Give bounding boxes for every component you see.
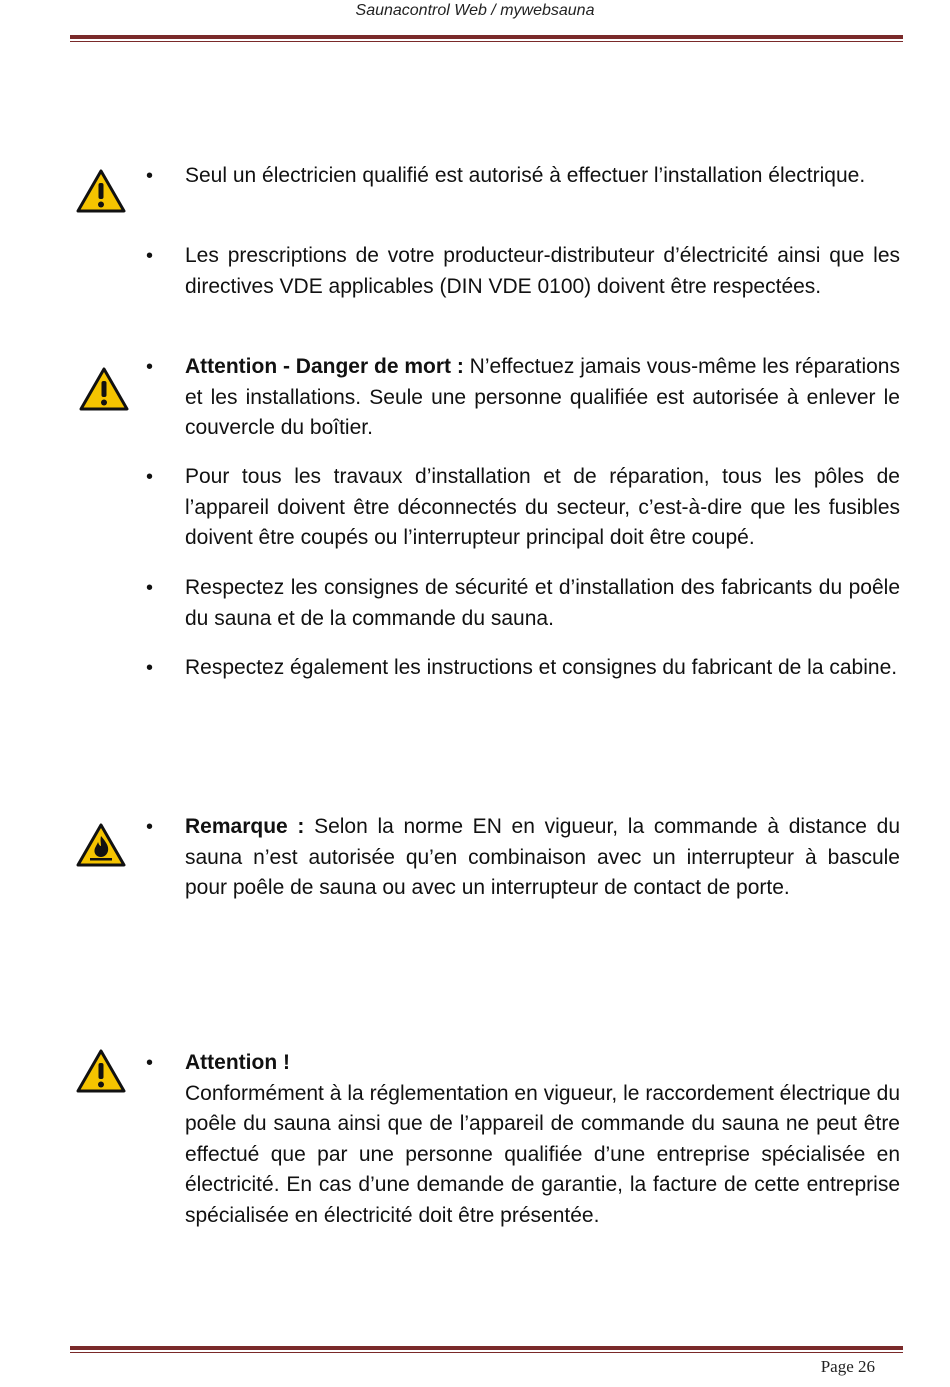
page-number: Page 26	[820, 1357, 875, 1376]
item-text: Selon la norme EN en vigueur, la commande à distance du sauna n’est autorisée qu’en combinaison avec un interrupteur à bascule pour poêle de sauna ou avec un interrupteur de contact de porte.	[185, 815, 901, 899]
bullet: •	[146, 356, 154, 378]
warning-triangle-icon	[75, 168, 127, 214]
item-lead: Attention !	[185, 1051, 290, 1074]
item-lead: Remarque :	[185, 815, 305, 838]
item-text: Seul un électricien qualifié est autorisé à effectuer l’installation électrique.	[185, 164, 866, 187]
list-item	[185, 352, 900, 444]
item-text: N’effectuez jamais vous-même les réparations et les installations. Seule une personne qualifiée est autorisée à enlever le couvercle du boîtier.	[185, 355, 900, 439]
item-text: Respectez également les instructions et consignes du fabricant de la cabine.	[185, 656, 898, 679]
header-rule	[70, 35, 903, 42]
flammable-triangle-icon	[75, 822, 127, 868]
item-text: Les prescriptions de votre producteur-distributeur d’électricité ainsi que les directives VDE applicables (DIN VDE 0100) doivent être respectées.	[185, 244, 900, 298]
bullet: •	[146, 1052, 154, 1074]
list-item	[185, 241, 900, 302]
bullet: •	[146, 657, 154, 679]
bullet: •	[146, 165, 154, 187]
footer-rule	[70, 1346, 903, 1353]
item-text: Pour tous les travaux d’installation et de réparation, tous les pôles de l’appareil doivent être déconnectés du secteur, c’est-à-dire que les fusibles doivent être coupés ou l’interrupteur principal doit être coupé.	[185, 465, 900, 549]
bullet: •	[146, 245, 154, 267]
item-text: Conformément à la réglementation en vigueur, le raccordement électrique du poêle du sauna ainsi que de l’appareil de commande du sauna ne peut être effectué que par une personne qualifiée d’une entreprise spécialisée en électricité. En cas d’une demande de garantie, la facture de cette entreprise spécialisée en électricité doit être présentée.	[185, 1081, 900, 1227]
list-item	[185, 161, 900, 192]
header-title: Saunacontrol Web / mywebsauna	[355, 2, 595, 19]
warning-triangle-icon	[78, 366, 130, 412]
list-item	[185, 1048, 900, 1231]
item-lead: Attention - Danger de mort :	[185, 355, 464, 378]
warning-triangle-icon	[75, 1048, 127, 1094]
list-item	[185, 573, 900, 634]
list-item	[185, 812, 900, 904]
bullet: •	[146, 466, 154, 488]
item-text: Respectez les consignes de sécurité et d’installation des fabricants du poêle du sauna et de la commande du sauna.	[185, 576, 900, 630]
bullet: •	[146, 577, 154, 599]
list-item	[185, 653, 900, 684]
list-item	[185, 462, 900, 554]
bullet: •	[146, 816, 154, 838]
